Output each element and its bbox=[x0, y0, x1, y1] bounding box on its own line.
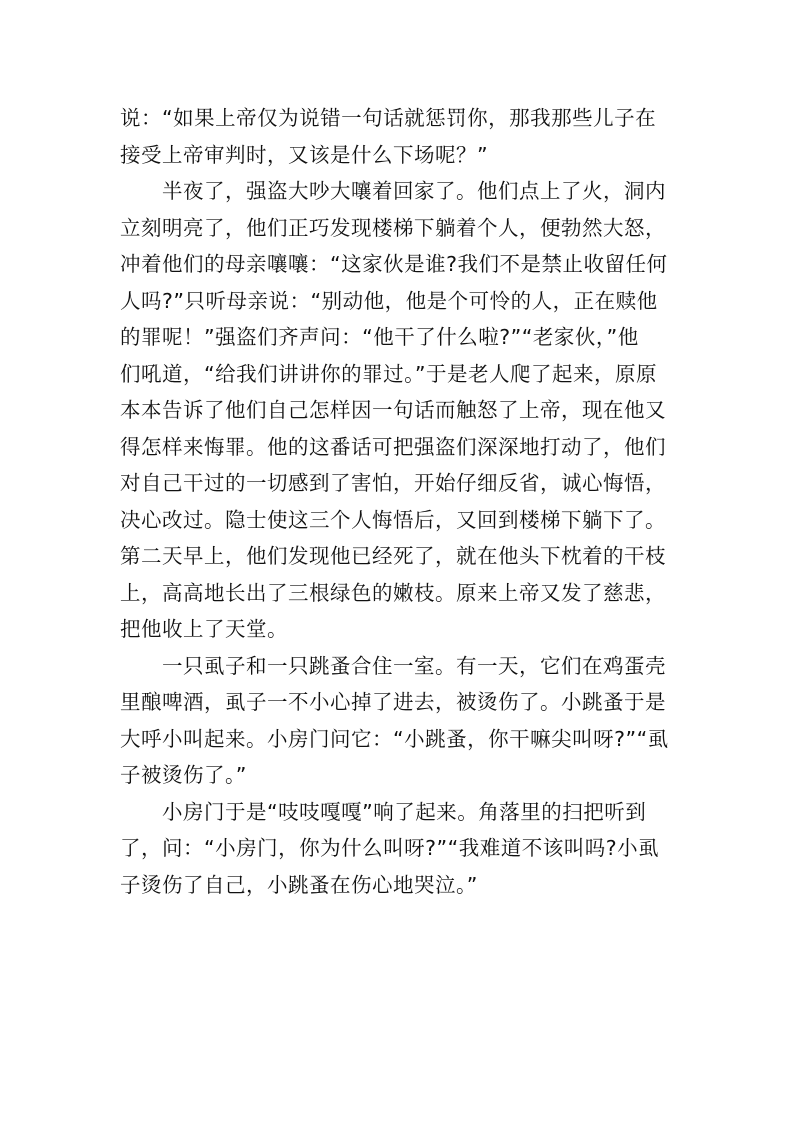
text-line: 子被烫伤了。” bbox=[120, 763, 247, 787]
text-line: 本本告诉了他们自己怎样因一句话而触怒了上帝，现在他又 bbox=[120, 398, 666, 422]
text-line: 说：“如果上帝仅为说错一句话就惩罚你，那我那些儿子在 bbox=[120, 106, 657, 130]
text-line: 了，问：“小房门，你为什么叫呀?”“我难道不该叫吗?小虱 bbox=[120, 836, 660, 860]
text-line: 小房门于是“吱吱嘎嘎”响了起来。角落里的扫把听到 bbox=[162, 799, 647, 824]
text-line: 们吼道，“给我们讲讲你的罪过。”于是老人爬了起来，原原 bbox=[120, 361, 657, 386]
text-line: 上，高高地长出了三根绿色的嫩枝。原来上帝又发了慈悲， bbox=[120, 580, 666, 605]
text-line: 人吗?”只听母亲说：“别动他，他是个可怜的人，正在赎他 bbox=[120, 288, 658, 313]
text-line: 把他收上了天堂。 bbox=[120, 617, 288, 641]
text-line: 的罪呢！”强盗们齐声问：“他干了什么啦?”“老家伙，”他 bbox=[120, 325, 639, 349]
text-line: 得怎样来悔罪。他的这番话可把强盗们深深地打动了，他们 bbox=[120, 434, 666, 459]
text-line: 接受上帝审判时，又该是什么下场呢？” bbox=[120, 142, 489, 167]
text-line: 决心改过。隐士使这三个人悔悟后，又回到楼梯下躺下了。 bbox=[120, 507, 666, 532]
body-text bbox=[120, 100, 676, 903]
text-line: 立刻明亮了，他们正巧发现楼梯下躺着个人，便勃然大怒， bbox=[120, 215, 666, 240]
text-line: 一只虱子和一只跳蚤合住一室。有一天，它们在鸡蛋壳 bbox=[162, 653, 666, 678]
text-line: 冲着他们的母亲嚷嚷：“这家伙是谁?我们不是禁止收留任何 bbox=[120, 252, 668, 276]
text-line: 第二天早上，他们发现他已经死了，就在他头下枕着的干枝 bbox=[120, 544, 666, 568]
text-line: 子烫伤了自己，小跳蚤在伤心地哭泣。” bbox=[120, 872, 478, 897]
text-line: 里酿啤酒，虱子一不小心掉了进去，被烫伤了。小跳蚤于是 bbox=[120, 690, 666, 714]
text-line: 对自己干过的一切感到了害怕，开始仔细反省，诚心悔悟， bbox=[120, 471, 666, 495]
text-line: 半夜了，强盗大吵大嚷着回家了。他们点上了火，洞内 bbox=[162, 179, 666, 203]
text-line: 大呼小叫起来。小房门问它：“小跳蚤，你干嘛尖叫呀?”“虱 bbox=[120, 726, 669, 751]
